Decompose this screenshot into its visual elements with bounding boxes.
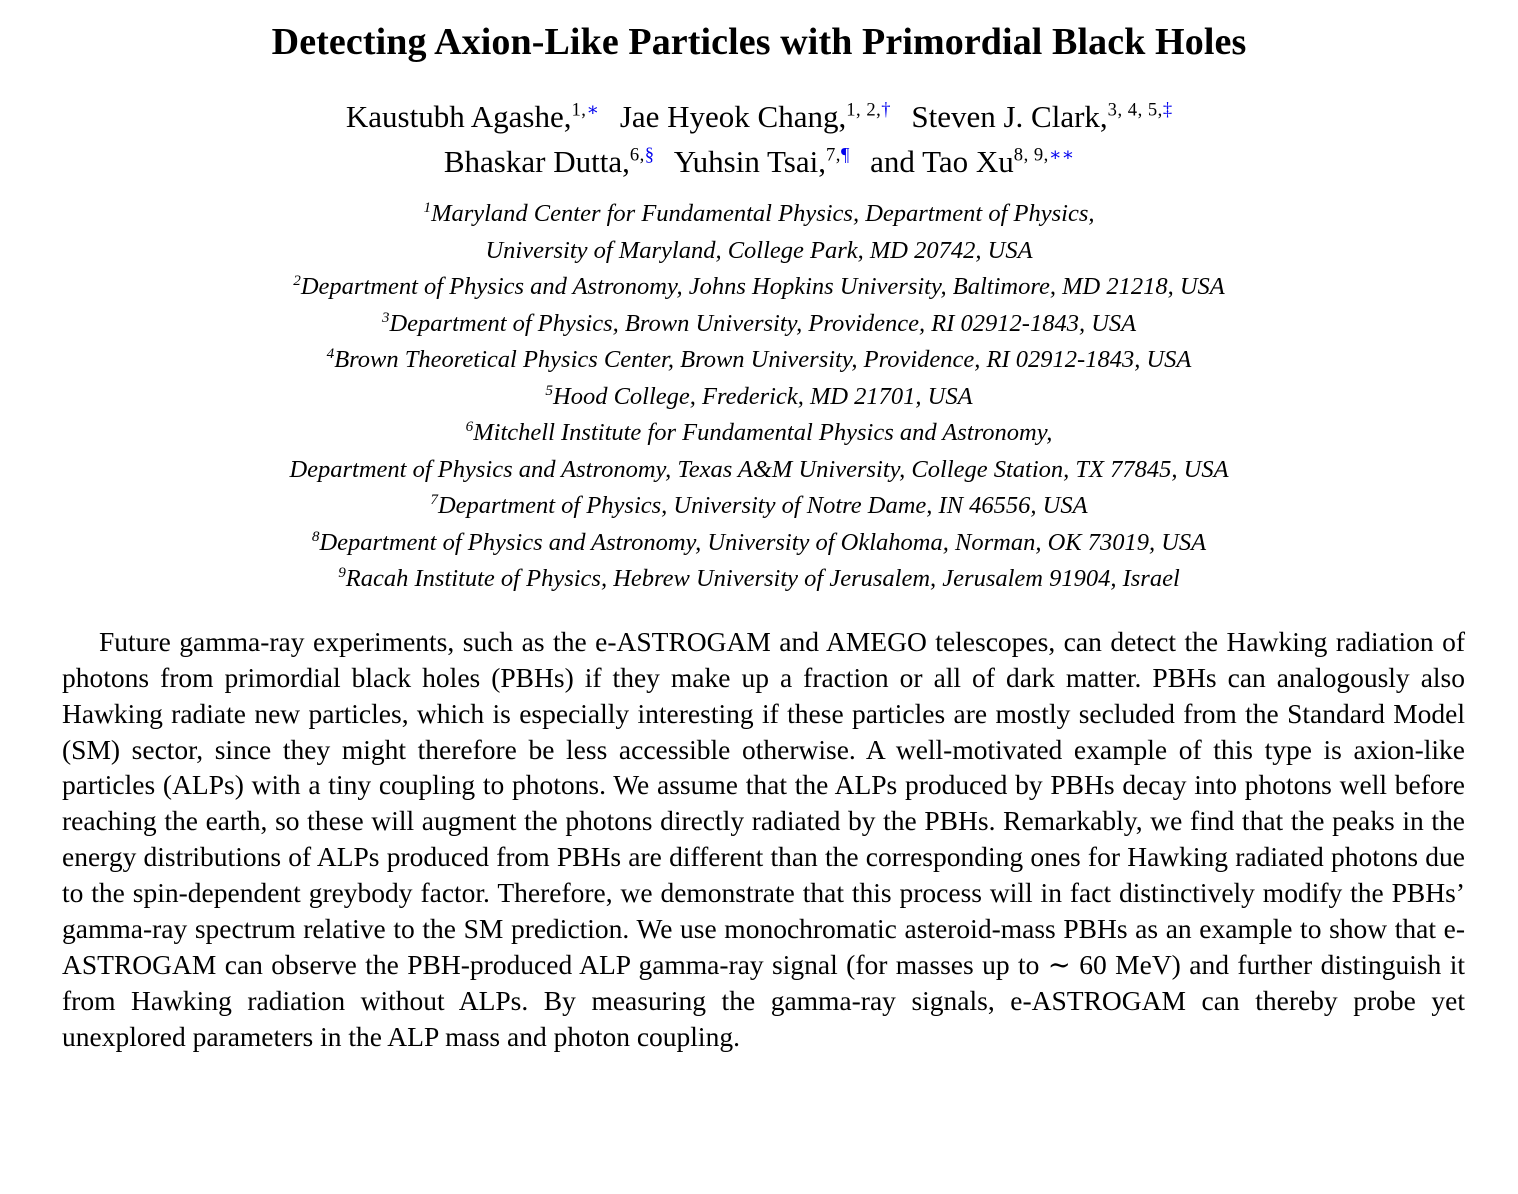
affiliation-text: Department of Physics, Brown University, Providence, RI 02912-1843, USA [389, 309, 1137, 337]
author-line-2 [70, 141, 1448, 183]
author-name: Kaustubh Agashe, [345, 98, 572, 134]
affiliation-mark: 4 [326, 345, 335, 363]
abstract-text: Future gamma-ray experiments, such as the e-ASTROGAM and AMEGO telescopes, can detect the Hawking radiation of photons from primordial black holes (PBHs) if they make up a fraction or all of dark matter. PBHs can analogously also Hawking radiate new particles, which is especially interesting if these particles are mostly secluded from the Standard Model (SM) sector, since they might therefore be less accessible otherwise. A well-motivated example of this type is axion-like particles (ALPs) with a tiny coupling to photons. We assume that the ALPs produced by PBHs decay into photons well before reaching the earth, so these will augment the photons directly radiated by the PBHs. Remarkably, we find that the peaks in the energy distributions of ALPs produced from PBHs are different than the corresponding ones for Hawking radiated photons due to the spin-dependent greybody factor. Therefore, we demonstrate that this process will in fact distinctively modify the PBHs’ gamma-ray spectrum relative to the SM prediction. We use monochromatic asteroid-mass PBHs as an example to show that e-ASTROGAM can observe the PBH-produced ALP gamma-ray signal (for masses up to ∼ 60 MeV) and further distinguish it from Hawking radiation without ALPs. By measuring the gamma-ray signals, e-ASTROGAM can thereby probe yet unexplored parameters in the ALP mass and photon coupling. [62, 625, 1465, 1052]
affiliation-text: Maryland Center for Fundamental Physics, Department of Physics, [431, 200, 1095, 228]
author-name: and Tao Xu [870, 143, 1014, 179]
affiliation-mark: 8 [311, 527, 320, 545]
page-title: Detecting Axion-Like Particles with Primordial Black Holes [271, 21, 1247, 63]
affiliation-item [22, 452, 1496, 489]
affiliation-text: University of Maryland, College Park, MD 20742, USA [485, 236, 1033, 264]
affiliation-text: Department of Physics and Astronomy, Johns Hopkins University, Baltimore, MD 21218, USA [300, 273, 1225, 301]
affiliation-text: Brown Theoretical Physics Center, Brown University, Providence, RI 02912-1843, USA [334, 346, 1192, 374]
affiliation-text: Hood College, Frederick, MD 21701, USA [553, 382, 973, 410]
abstract-block [0, 624, 1518, 1055]
affiliation-item [22, 233, 1496, 270]
author-footnote-symbol[interactable]: ‡ [1162, 99, 1173, 121]
author-affiliation-marks: 1, [571, 99, 587, 121]
affiliation-item [22, 342, 1496, 379]
affiliation-item [22, 306, 1496, 343]
affiliation-mark: 1 [423, 199, 432, 217]
affiliation-item [22, 525, 1496, 562]
author-affiliation-marks: 3, 4, 5, [1107, 99, 1163, 121]
affiliation-text: Racah Institute of Physics, Hebrew University of Jerusalem, Jerusalem 91904, Israel [345, 565, 1180, 593]
affiliation-item [22, 561, 1496, 598]
author-footnote-symbol[interactable]: † [881, 99, 891, 121]
author-affiliation-marks: 7, [826, 144, 841, 166]
author-affiliation-marks: 8, 9, [1013, 144, 1049, 166]
affiliation-mark: 7 [430, 491, 438, 509]
author-list [70, 96, 1448, 183]
affiliation-mark: 3 [381, 308, 390, 326]
affiliation-text: Department of Physics and Astronomy, University of Oklahoma, Norman, OK 73019, USA [319, 528, 1207, 556]
affiliation-item [22, 379, 1496, 416]
author-footnote-symbol[interactable]: ∗∗ [1048, 144, 1075, 166]
author-footnote-symbol[interactable]: § [644, 144, 655, 166]
author-affiliation-marks: 6, [629, 144, 645, 166]
author-footnote-symbol[interactable]: ∗ [586, 99, 600, 121]
author-name: Yuhsin Tsai, [673, 143, 826, 179]
author-name: Bhaskar Dutta, [443, 143, 630, 179]
affiliation-list [22, 196, 1496, 598]
affiliation-text: Department of Physics and Astronomy, Texas A&M University, College Station, TX 77845, USA [289, 455, 1229, 483]
affiliation-text: Department of Physics, University of Notre Dame, IN 46556, USA [437, 492, 1088, 520]
affiliation-mark: 5 [545, 381, 553, 399]
affiliation-item [22, 488, 1496, 525]
affiliation-text: Mitchell Institute for Fundamental Physics and Astronomy, [473, 419, 1053, 447]
affiliation-mark: 9 [338, 564, 346, 582]
affiliation-mark: 2 [293, 272, 301, 290]
author-name: Jae Hyeok Chang, [619, 98, 847, 134]
author-name: Steven J. Clark, [911, 98, 1108, 134]
affiliation-item [22, 269, 1496, 306]
author-footnote-symbol[interactable]: ¶ [840, 144, 850, 166]
author-line-1 [70, 96, 1448, 138]
affiliation-item [22, 196, 1496, 233]
affiliation-mark: 6 [465, 418, 474, 436]
affiliation-item [22, 415, 1496, 452]
author-affiliation-marks: 1, 2, [846, 99, 882, 121]
